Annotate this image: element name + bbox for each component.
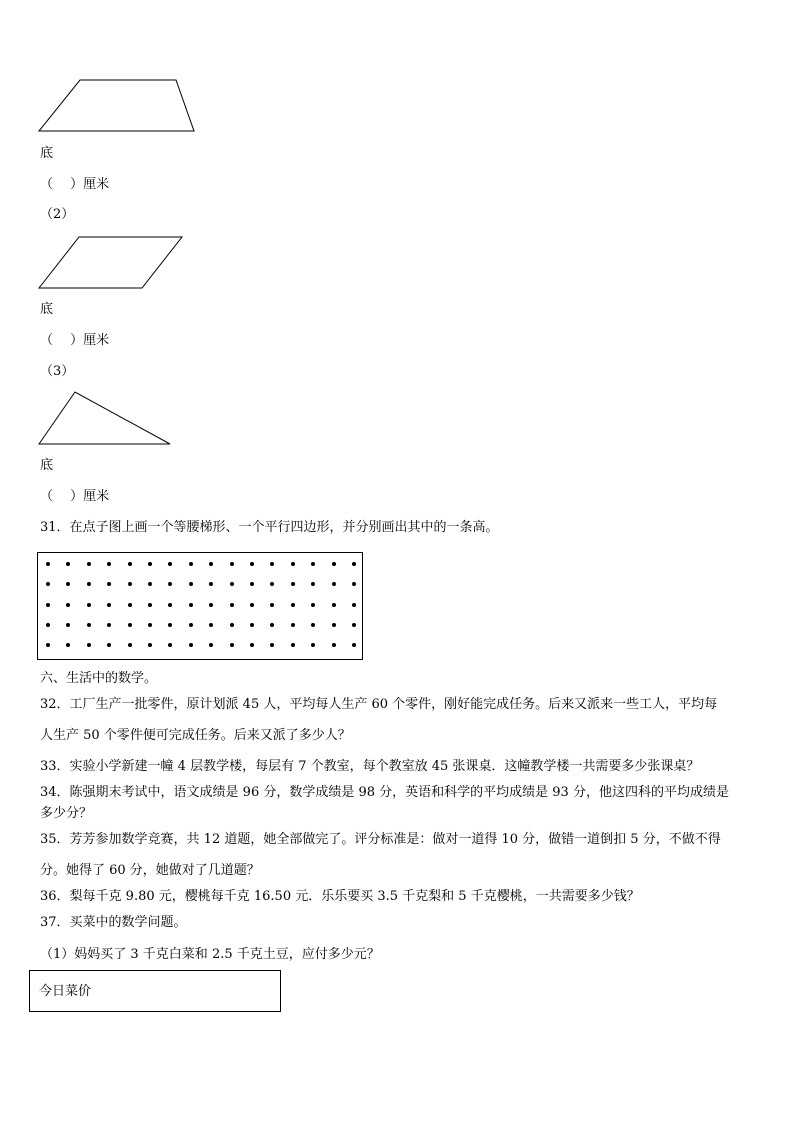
grid-dot — [230, 582, 234, 586]
grid-dot — [270, 562, 274, 566]
grid-dot — [168, 623, 172, 627]
grid-dot — [332, 623, 336, 627]
grid-dot — [332, 643, 336, 647]
grid-dot — [250, 603, 254, 607]
grid-dot — [250, 623, 254, 627]
question-31: 31．在点子图上画一个等腰梯形、一个平行四边形，并分别画出其中的一条高。 — [40, 520, 499, 535]
grid-dot — [148, 623, 152, 627]
grid-dot — [230, 562, 234, 566]
grid-dot — [66, 623, 70, 627]
grid-dot — [87, 623, 91, 627]
question-37: 37．买菜中的数学问题。 — [40, 915, 187, 930]
grid-dot — [128, 562, 132, 566]
grid-dot — [168, 603, 172, 607]
base-label: 底 — [40, 146, 54, 161]
grid-dot — [270, 582, 274, 586]
grid-dot — [87, 603, 91, 607]
grid-dot — [168, 582, 172, 586]
grid-dot — [270, 643, 274, 647]
grid-dot — [87, 562, 91, 566]
grid-dot — [107, 603, 111, 607]
answer-line: （ ）厘米 — [40, 489, 110, 504]
trapezoid-figure — [36, 76, 198, 136]
grid-dot — [189, 603, 193, 607]
price-box — [29, 970, 281, 1012]
question-34-line-1: 34．陈强期末考试中，语文成绩是 96 分，数学成绩是 98 分，英语和科学的平均成绩是 93 分，他这四科的平均成绩是 — [40, 785, 729, 800]
grid-dot — [291, 643, 295, 647]
grid-dot — [66, 562, 70, 566]
figure-number: （3） — [40, 364, 75, 379]
grid-dot — [87, 643, 91, 647]
grid-dot — [189, 562, 193, 566]
grid-dot — [291, 562, 295, 566]
grid-dot — [332, 562, 336, 566]
grid-dot — [66, 643, 70, 647]
grid-dot — [107, 623, 111, 627]
grid-dot — [189, 623, 193, 627]
question-32-line-2: 人生产 50 个零件便可完成任务。后来又派了多少人？ — [40, 728, 351, 743]
grid-dot — [291, 623, 295, 627]
question-36: 36．梨每千克 9.80 元，樱桃每千克 16.50 元．乐乐要买 3.5 千克梨和 5 千克樱桃，一共需要多少钱？ — [40, 889, 640, 904]
grid-dot — [128, 582, 132, 586]
grid-dot — [107, 562, 111, 566]
grid-dot — [209, 643, 213, 647]
grid-dot — [209, 582, 213, 586]
grid-dot — [311, 562, 315, 566]
base-label: 底 — [40, 458, 54, 473]
answer-line: （ ）厘米 — [40, 177, 110, 192]
grid-dot — [270, 603, 274, 607]
grid-dot — [148, 643, 152, 647]
grid-dot — [168, 643, 172, 647]
question-32-line-1: 32．工厂生产一批零件，原计划派 45 人，平均每人生产 60 个零件，刚好能完成任务。后来又派来一些工人，平均每 — [40, 697, 718, 712]
grid-dot — [230, 603, 234, 607]
grid-dot — [107, 582, 111, 586]
grid-dot — [66, 603, 70, 607]
grid-dot — [189, 582, 193, 586]
parallelogram-figure — [36, 234, 186, 292]
grid-dot — [250, 562, 254, 566]
grid-dot — [332, 603, 336, 607]
grid-dot — [148, 603, 152, 607]
section-title: 六、生活中的数学。 — [40, 671, 158, 686]
grid-dot — [332, 582, 336, 586]
grid-dot — [148, 582, 152, 586]
grid-dot — [311, 623, 315, 627]
grid-dot — [46, 643, 50, 647]
grid-dot — [270, 623, 274, 627]
figure-number: （2） — [40, 207, 75, 222]
grid-dot — [46, 562, 50, 566]
price-box-title: 今日菜价 — [39, 984, 92, 999]
grid-dot — [46, 582, 50, 586]
grid-dot — [46, 603, 50, 607]
grid-dot — [352, 623, 356, 627]
grid-dot — [209, 603, 213, 607]
grid-dot — [189, 643, 193, 647]
grid-dot — [291, 582, 295, 586]
grid-dot — [250, 643, 254, 647]
triangle-figure — [36, 389, 174, 447]
dot-grid — [37, 552, 363, 660]
grid-dot — [291, 603, 295, 607]
grid-dot — [230, 643, 234, 647]
answer-line: （ ）厘米 — [40, 333, 110, 348]
grid-dot — [311, 603, 315, 607]
grid-dot — [352, 643, 356, 647]
base-label: 底 — [40, 302, 54, 317]
grid-dot — [352, 603, 356, 607]
grid-dot — [352, 582, 356, 586]
question-34-line-2: 多少分？ — [40, 806, 93, 821]
grid-dot — [230, 623, 234, 627]
grid-dot — [250, 582, 254, 586]
grid-dot — [87, 582, 91, 586]
grid-dot — [311, 643, 315, 647]
question-33: 33．实验小学新建一幢 4 层教学楼，每层有 7 个教室，每个教室放 45 张课桌．这幢教学楼一共需要多少张课桌？ — [40, 759, 700, 774]
grid-dot — [128, 623, 132, 627]
grid-dot — [209, 623, 213, 627]
grid-dot — [107, 643, 111, 647]
grid-dot — [311, 582, 315, 586]
grid-dot — [128, 643, 132, 647]
grid-dot — [168, 562, 172, 566]
question-35-line-2: 分。她得了 60 分，她做对了几道题？ — [40, 863, 260, 878]
question-35-line-1: 35．芳芳参加数学竞赛，共 12 道题，她全部做完了。评分标准是：做对一道得 10 分，做错一道倒扣 5 分，不做不得 — [40, 832, 721, 847]
grid-dot — [352, 562, 356, 566]
grid-dot — [128, 603, 132, 607]
question-37-part-1: （1）妈妈买了 3 千克白菜和 2.5 千克土豆，应付多少元？ — [40, 947, 380, 962]
grid-dot — [209, 562, 213, 566]
grid-dot — [66, 582, 70, 586]
grid-dot — [46, 623, 50, 627]
grid-dot — [148, 562, 152, 566]
